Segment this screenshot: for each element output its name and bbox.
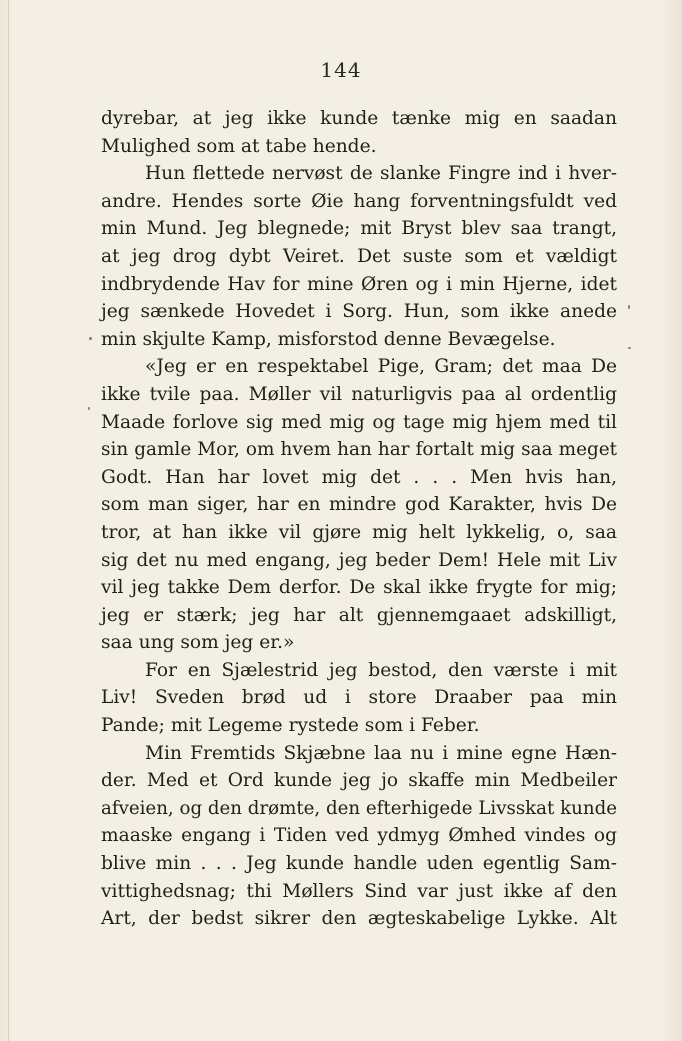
text-line: Pande; mit Legeme rystede som i Feber. [101,715,480,737]
text-line: jeg er stærk; jeg har alt gjennemgaaet adskilligt, [101,604,617,626]
text-line: For en Sjælestrid jeg bestod, den værste i mit [145,659,617,681]
text-line: som man siger, har en mindre god Karakter, hvis De [101,494,617,516]
text-line: tror, at han ikke vil gjøre mig helt lykkelig, o, saa [101,521,617,543]
text-line: Mulighed som at tabe hende. [101,135,377,157]
text-line: Art, der bedst sikrer den ægteskabelige Lykke. Alt [101,908,617,930]
text-line: min Mund. Jeg blegnede; mit Bryst blev saa trangt, [101,218,617,240]
text-line: ikke tvile paa. Møller vil naturligvis paa al ordentlig [101,383,617,405]
text-line: «Jeg er en respektabel Pige, Gram; det maa De [145,356,617,378]
paper-speck [89,337,92,340]
text-line: maaske engang i Tiden ved ydmyg Ømhed vindes og [101,825,617,847]
text-line: indbrydende Hav for mine Øren og i min Hjerne, idet [101,273,617,295]
text-line: der. Med et Ord kunde jeg jo skaffe min Medbeiler [101,770,617,792]
text-line: vittighedsnag; thi Møllers Sind var just ikke af den [101,880,617,902]
text-line: afveien, og den drømte, den efterhigede Livsskat kunde [101,797,617,819]
text-line: Maade forlove sig med mig og tage mig hjem med til [101,411,617,433]
text-line: vil jeg takke Dem derfor. De skal ikke frygte for mig; [101,577,617,599]
text-line: min skjulte Kamp, misforstod denne Bevægelse. [101,328,556,350]
paper-speck [88,407,90,410]
text-line: saa ung som jeg er.» [101,632,295,654]
text-line: jeg sænkede Hovedet i Sorg. Hun, som ikke anede [101,301,617,323]
paper-speck [628,347,631,349]
text-line: dyrebar, at jeg ikke kunde tænke mig en saadan [101,108,617,129]
text-line: blive min . . . Jeg kunde handle uden egentlig Sam- [101,853,617,875]
text-line: Godt. Han har lovet mig det . . . Men hvis han, [101,466,617,488]
text-line: at jeg drog dybt Veiret. Det suste som et vældigt [101,245,617,267]
page-number: 144 [320,58,362,82]
paper-speck [628,305,630,309]
page-binding-edge [8,0,9,1041]
text-line: Min Fremtids Skjæbne laa nu i mine egne Hæn- [145,742,617,764]
text-line: Hun flettede nervøst de slanke Fingre ind i hver- [145,163,617,185]
body-text [101,105,617,933]
text-line: Liv! Sveden brød ud i store Draaber paa min [101,687,617,709]
text-line: sin gamle Mor, om hvem han har fortalt mig saa meget [101,439,617,461]
text-line: andre. Hendes sorte Øie hang forventningsfuldt ved [101,190,617,212]
text-line: sig det nu med engang, jeg beder Dem! Hele mit Liv [101,549,617,571]
